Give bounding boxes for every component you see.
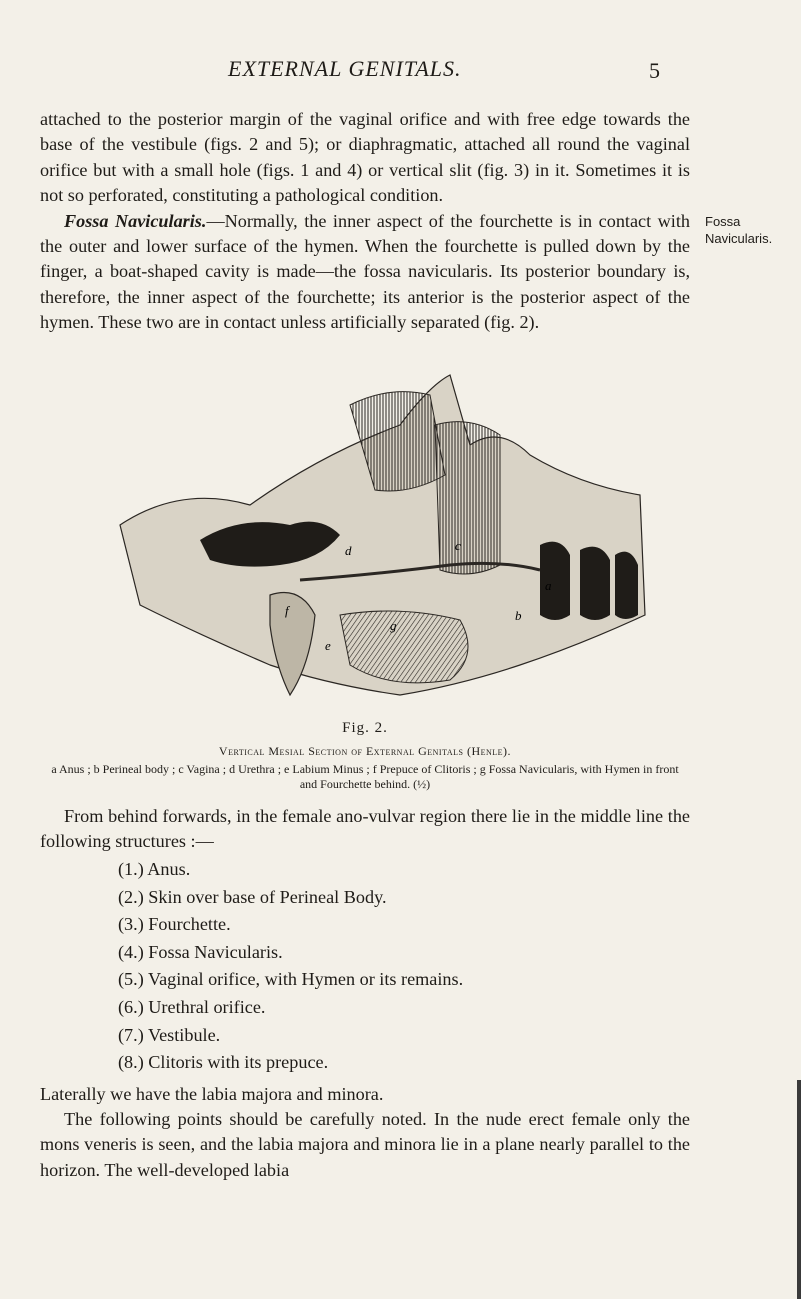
figure-legend: a Anus ; b Perineal body ; c Vagina ; d Urethra ; e Labium Minus ; f Prepuce of Clitoris ; g Fossa Navicularis, with Hymen in front and Fourchette behind. (½) [51,762,679,791]
margin-note [705,213,772,247]
anatomical-section-figure [100,365,660,710]
label-d: d [345,543,352,558]
paragraph-text: attached to the posterior margin of the vaginal orifice and with free edge towards the base of the vestibule (figs. 2 and 5); or diaphragmatic, attached all round the vaginal orifice but with a small hole (figs. 1 and 4) or vertical slit (fig. 3) in it. Sometimes it is not so perforated, constituting a pathological condition. [40,109,690,206]
label-f: f [285,603,289,618]
paragraph-hymen [40,107,690,336]
label-g: g [390,618,397,633]
figure-title: Vertical Mesial Section of External Genitals (Henle). [218,744,512,758]
list-item: (4.) Fossa Navicularis. [118,941,283,962]
list-item: (8.) Clitoris with its prepuce. [118,1052,329,1073]
paragraph-fossa [40,209,690,336]
paragraph-text: From behind forwards, in the female ano-vulvar region there lie in the middle line the following structures :— [40,806,690,852]
page-edge [797,1080,801,1299]
list-item: (1.) Anus. [118,859,191,879]
paragraph-structures [40,804,690,855]
list-item: (7.) Vestibule. [118,1024,221,1045]
figure-caption: Fig. 2. [342,720,388,736]
margin-note-line-2: Navicularis. [705,231,773,246]
label-a: a [545,578,552,593]
label-e: e [325,638,331,653]
list-item: (5.) Vaginal orifice, with Hymen or its remains. [118,969,464,990]
paragraph-labia [40,1082,690,1107]
label-b: b [515,608,522,623]
paragraph-points [40,1107,690,1183]
running-head: EXTERNAL GENITALS. [228,56,462,81]
fossa-heading: Fossa Navicularis. [64,210,207,231]
paragraph-text: The following points should be carefully noted. In the nude erect female only the mons veneris is seen, and the labia majora and minora lie in a plane nearly parallel to the horizon. The well-developed labia [40,1109,690,1180]
page-number: 5 [649,58,660,83]
structures-list [118,856,463,1077]
list-item: (2.) Skin over base of Perineal Body. [118,886,387,907]
fossa-text: —Normally, the inner aspect of the fourchette is in contact with the outer and lower surface of the hymen. When the fourchette is pulled down by the finger, a boat-shaped cavity is made—the fossa navicularis. Its posterior boundary is, therefore, the inner aspect of the fourchette; its anterior is the posterior aspect of the hymen. These two are in contact unless artificially separated (fig. 2). [40,210,691,333]
margin-note-line-1: Fossa [705,214,741,229]
list-item: (3.) Fourchette. [118,914,231,935]
label-c: c [455,538,461,553]
paragraph-text: Laterally we have the labia majora and minora. [40,1084,384,1104]
list-item: (6.) Urethral orifice. [118,996,266,1017]
